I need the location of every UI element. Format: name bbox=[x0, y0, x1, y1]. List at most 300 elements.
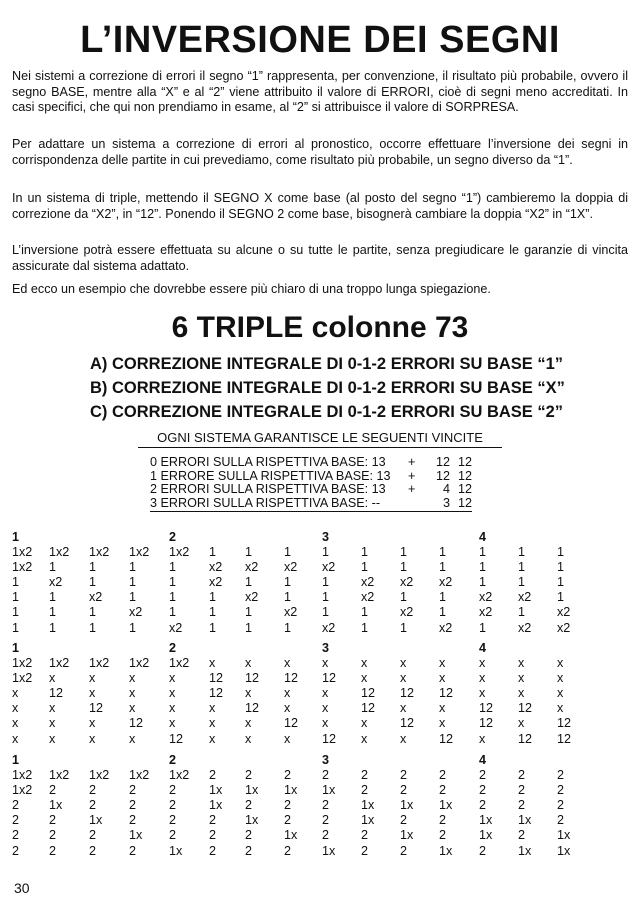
grid-cell: 12 bbox=[209, 686, 224, 701]
grid-cell: x bbox=[557, 671, 564, 686]
grid-cell: 1x2 bbox=[12, 545, 33, 560]
grid-cell: 1 bbox=[439, 545, 447, 560]
grid-cell: 1x bbox=[400, 828, 414, 843]
grid-cell: x bbox=[169, 686, 176, 701]
grid-cell: 1x2 bbox=[169, 545, 190, 560]
grid-cell: x bbox=[209, 656, 216, 671]
grid-cell: 1 bbox=[400, 545, 408, 560]
wins-table bbox=[150, 456, 472, 512]
grid-cell: x2 bbox=[400, 575, 414, 590]
grid-cell: x bbox=[245, 716, 252, 731]
grid-cell: 12 bbox=[479, 716, 494, 731]
wins-plus bbox=[408, 497, 428, 511]
column-group-number: 1 bbox=[12, 530, 20, 544]
grid-cell: 2 bbox=[49, 843, 57, 858]
grid-cell: 1 bbox=[49, 590, 57, 605]
grid-cell: 2 bbox=[89, 843, 97, 858]
wins-row bbox=[150, 497, 472, 511]
guarantee-title: OGNI SISTEMA GARANTISCE LE SEGUENTI VINCITE bbox=[138, 430, 502, 448]
column-block bbox=[12, 641, 632, 747]
grid-row bbox=[12, 798, 632, 813]
grid-cell: x bbox=[284, 731, 291, 746]
grid-cell: 2 bbox=[322, 828, 330, 843]
paragraph-1: Nei sistemi a correzione di errori il segno “1” rappresenta, per convenzione, il risultato più probabile, ovvero il segno BASE, mentre alla “X” e al “2” viene attribuito il valore di ERRORI, cioè di segni meno accreditati. In casi specifici, che qui non prendiamo in esame, al “2” si attribuisce il valore di SORPRESA. bbox=[12, 69, 628, 114]
grid-cell: x2 bbox=[479, 590, 493, 605]
wins-plus: + bbox=[408, 468, 416, 483]
grid-cell: x bbox=[89, 731, 96, 746]
grid-row bbox=[12, 560, 632, 575]
grid-cell: x bbox=[400, 656, 407, 671]
grid-cell: 2 bbox=[245, 798, 253, 813]
grid-cell: 1 bbox=[12, 575, 20, 590]
grid-cell: 1 bbox=[400, 590, 408, 605]
wins-row bbox=[150, 470, 472, 484]
grid-cell: 2 bbox=[518, 768, 526, 783]
grid-cell: 2 bbox=[209, 768, 217, 783]
grid-cell: x bbox=[245, 656, 252, 671]
grid-cell: x2 bbox=[169, 620, 183, 635]
grid-cell: 1 bbox=[479, 575, 487, 590]
grid-cell: 1 bbox=[209, 545, 217, 560]
grid-cell: 12 bbox=[209, 671, 224, 686]
grid-cell: 2 bbox=[557, 798, 565, 813]
grid-cell: x bbox=[89, 671, 96, 686]
wins-plus: + bbox=[408, 482, 416, 496]
wins-value-a: 12 bbox=[435, 455, 450, 469]
grid-cell: 12 bbox=[284, 716, 299, 731]
grid-cell: x bbox=[400, 731, 407, 746]
grid-cell: 12 bbox=[361, 686, 376, 701]
wins-plus: + bbox=[408, 455, 416, 469]
grid-cell: 2 bbox=[12, 813, 20, 828]
grid-cell: 1x bbox=[89, 813, 103, 828]
grid-cell: x bbox=[479, 656, 486, 671]
grid-cell: x bbox=[361, 671, 368, 686]
variant-c: C) CORREZIONE INTEGRALE DI 0-1-2 ERRORI SU BASE “2” bbox=[90, 403, 564, 421]
column-group-number: 4 bbox=[479, 530, 487, 544]
column-group-number: 3 bbox=[322, 530, 330, 544]
grid-cell: 1x bbox=[209, 783, 223, 798]
grid-cell: x bbox=[518, 686, 525, 701]
grid-cell: 1 bbox=[557, 575, 565, 590]
paragraph-5: Ed ecco un esempio che dovrebbe essere più chiaro di una troppo lunga spiegazione. bbox=[12, 282, 491, 296]
grid-cell: x bbox=[479, 686, 486, 701]
grid-cell: x2 bbox=[322, 560, 336, 575]
grid-cell: x bbox=[12, 716, 19, 731]
grid-cell: 1x bbox=[479, 813, 493, 828]
grid-cell: x bbox=[518, 656, 525, 671]
grid-cell: x2 bbox=[129, 605, 143, 620]
grid-cell: 1x bbox=[439, 798, 453, 813]
grid-cell: 2 bbox=[12, 798, 20, 813]
grid-cell: 12 bbox=[89, 701, 104, 716]
grid-cell: 12 bbox=[518, 701, 533, 716]
grid-cell: 2 bbox=[245, 828, 253, 843]
grid-cell: 1x bbox=[49, 798, 63, 813]
grid-cell: 2 bbox=[322, 813, 330, 828]
grid-cell: 1x bbox=[518, 813, 532, 828]
grid-cell: 1x2 bbox=[49, 656, 70, 671]
grid-cell: 2 bbox=[479, 843, 487, 858]
grid-cell: 1x2 bbox=[129, 656, 150, 671]
grid-row bbox=[12, 545, 632, 560]
grid-cell: x2 bbox=[49, 575, 63, 590]
grid-cell: 2 bbox=[361, 843, 369, 858]
grid-cell: x bbox=[89, 686, 96, 701]
grid-cell: 1 bbox=[89, 560, 97, 575]
grid-cell: 2 bbox=[400, 843, 408, 858]
grid-cell: 2 bbox=[322, 768, 330, 783]
grid-cell: 1x2 bbox=[169, 656, 190, 671]
paragraph-3: In un sistema di triple, mettendo il SEGNO X come base (al posto del segno “1”) cambieremo la doppia di correzione da “X2”, in “12”. Ponendo il SEGNO 2 come base, bisognerà cambiare la doppia “X2” in “1X”. bbox=[12, 191, 628, 221]
grid-cell: x bbox=[12, 701, 19, 716]
column-group-number: 4 bbox=[479, 641, 487, 655]
grid-cell: 1 bbox=[209, 620, 217, 635]
column-block bbox=[12, 753, 632, 859]
wins-value-b: 12 bbox=[457, 495, 472, 510]
grid-cell: x bbox=[49, 716, 56, 731]
grid-cell: 2 bbox=[49, 813, 57, 828]
column-group-number: 1 bbox=[12, 641, 20, 655]
column-block bbox=[12, 530, 632, 636]
grid-cell: x2 bbox=[209, 575, 223, 590]
grid-cell: 1 bbox=[322, 605, 330, 620]
grid-cell: 1x2 bbox=[49, 768, 70, 783]
grid-cell: 2 bbox=[49, 783, 57, 798]
grid-cell: 1 bbox=[284, 620, 292, 635]
column-group-number: 3 bbox=[322, 641, 330, 655]
grid-cell: x2 bbox=[400, 605, 414, 620]
grid-cell: 1x2 bbox=[12, 656, 33, 671]
grid-cell: x bbox=[322, 716, 329, 731]
grid-cell: 1 bbox=[245, 620, 253, 635]
grid-row bbox=[12, 783, 632, 798]
grid-cell: x bbox=[439, 716, 446, 731]
grid-cell: 1x2 bbox=[129, 545, 150, 560]
grid-cell: x bbox=[400, 671, 407, 686]
grid-cell: 1x2 bbox=[169, 768, 190, 783]
page-number: 30 bbox=[14, 880, 30, 896]
grid-cell: x bbox=[518, 671, 525, 686]
grid-cell: x bbox=[129, 686, 136, 701]
grid-cell: 12 bbox=[439, 731, 454, 746]
page-title: L’INVERSIONE DEI SEGNI bbox=[80, 19, 560, 61]
grid-row bbox=[12, 686, 632, 701]
grid-row bbox=[12, 590, 632, 605]
grid-cell: x bbox=[49, 671, 56, 686]
grid-cell: x bbox=[129, 701, 136, 716]
grid-cell: 1 bbox=[89, 605, 97, 620]
grid-cell: 1 bbox=[129, 560, 137, 575]
grid-cell: x bbox=[169, 671, 176, 686]
grid-cell: 1 bbox=[245, 605, 253, 620]
variant-b: B) CORREZIONE INTEGRALE DI 0-1-2 ERRORI SU BASE “X” bbox=[90, 379, 565, 397]
grid-cell: 1 bbox=[245, 575, 253, 590]
grid-cell: 1 bbox=[361, 545, 369, 560]
grid-cell: x bbox=[284, 656, 291, 671]
grid-cell: 12 bbox=[284, 671, 299, 686]
grid-cell: 2 bbox=[169, 783, 177, 798]
grid-cell: 1 bbox=[518, 605, 526, 620]
grid-cell: 1x bbox=[169, 843, 183, 858]
grid-cell: 1 bbox=[361, 620, 369, 635]
grid-cell: 1 bbox=[322, 545, 330, 560]
grid-cell: x2 bbox=[361, 590, 375, 605]
grid-cell: x bbox=[557, 656, 564, 671]
wins-value-b: 12 bbox=[457, 468, 472, 483]
grid-cell: 1 bbox=[129, 590, 137, 605]
grid-cell: 1 bbox=[361, 605, 369, 620]
grid-cell: 1 bbox=[49, 620, 57, 635]
grid-cell: 12 bbox=[400, 716, 415, 731]
grid-cell: 12 bbox=[518, 731, 533, 746]
grid-cell: 2 bbox=[518, 783, 526, 798]
grid-row bbox=[12, 656, 632, 671]
grid-cell: x bbox=[89, 716, 96, 731]
column-header-row bbox=[12, 753, 632, 768]
grid-cell: 2 bbox=[284, 843, 292, 858]
grid-cell: x bbox=[518, 716, 525, 731]
grid-cell: 1 bbox=[89, 620, 97, 635]
grid-cell: 2 bbox=[400, 768, 408, 783]
grid-cell: 2 bbox=[361, 828, 369, 843]
grid-cell: 2 bbox=[169, 828, 177, 843]
grid-cell: 2 bbox=[89, 798, 97, 813]
grid-cell: 12 bbox=[557, 716, 572, 731]
column-group-number: 4 bbox=[479, 753, 487, 767]
grid-cell: x bbox=[49, 731, 56, 746]
grid-cell: 1 bbox=[518, 545, 526, 560]
grid-cell: x bbox=[322, 656, 329, 671]
wins-label: 2 ERRORI SULLA RISPETTIVA BASE: 13 bbox=[150, 482, 386, 496]
grid-cell: x bbox=[49, 701, 56, 716]
grid-row bbox=[12, 671, 632, 686]
grid-cell: 1 bbox=[12, 605, 20, 620]
grid-cell: 1x2 bbox=[129, 768, 150, 783]
grid-cell: x bbox=[557, 701, 564, 716]
grid-cell: x bbox=[400, 701, 407, 716]
grid-cell: 2 bbox=[479, 798, 487, 813]
wins-value-a: 12 bbox=[435, 468, 450, 483]
grid-cell: 1 bbox=[322, 575, 330, 590]
grid-cell: 1x2 bbox=[12, 768, 33, 783]
column-group-number: 3 bbox=[322, 753, 330, 767]
grid-cell: x bbox=[361, 716, 368, 731]
grid-cell: x2 bbox=[479, 605, 493, 620]
grid-cell: 2 bbox=[322, 798, 330, 813]
grid-cell: 2 bbox=[518, 798, 526, 813]
grid-cell: 1x bbox=[245, 813, 259, 828]
grid-row bbox=[12, 828, 632, 843]
grid-cell: x2 bbox=[439, 620, 453, 635]
grid-cell: 1 bbox=[557, 545, 565, 560]
grid-cell: 1x bbox=[209, 798, 223, 813]
grid-cell: 1 bbox=[89, 575, 97, 590]
grid-cell: 1 bbox=[439, 560, 447, 575]
grid-cell: 1x bbox=[400, 798, 414, 813]
grid-cell: x bbox=[209, 701, 216, 716]
grid-cell: 2 bbox=[209, 843, 217, 858]
grid-cell: 12 bbox=[245, 671, 260, 686]
grid-cell: 1x2 bbox=[12, 671, 33, 686]
grid-cell: 1x2 bbox=[49, 545, 70, 560]
grid-cell: x bbox=[129, 731, 136, 746]
grid-cell: 1 bbox=[479, 560, 487, 575]
wins-value-b: 12 bbox=[457, 482, 472, 496]
grid-cell: 1x bbox=[557, 828, 571, 843]
column-group-number: 2 bbox=[169, 753, 177, 767]
grid-cell: 12 bbox=[169, 731, 184, 746]
grid-cell: 1 bbox=[439, 605, 447, 620]
grid-cell: x bbox=[361, 656, 368, 671]
grid-cell: 2 bbox=[89, 783, 97, 798]
grid-cell: 12 bbox=[439, 686, 454, 701]
grid-cell: 2 bbox=[284, 768, 292, 783]
wins-label: 1 ERRORE SULLA RISPETTIVA BASE: 13 bbox=[150, 468, 391, 483]
grid-cell: x bbox=[169, 701, 176, 716]
variant-a: A) CORREZIONE INTEGRALE DI 0-1-2 ERRORI SU BASE “1” bbox=[90, 355, 564, 373]
grid-cell: 2 bbox=[129, 798, 137, 813]
grid-cell: 1x2 bbox=[89, 656, 110, 671]
grid-row bbox=[12, 701, 632, 716]
grid-cell: 1 bbox=[479, 620, 487, 635]
grid-row bbox=[12, 605, 632, 620]
grid-cell: 2 bbox=[361, 783, 369, 798]
wins-value-a: 3 bbox=[442, 495, 450, 510]
grid-cell: 1 bbox=[209, 605, 217, 620]
grid-cell: 1x2 bbox=[12, 783, 33, 798]
grid-cell: 12 bbox=[361, 701, 376, 716]
grid-cell: x bbox=[169, 716, 176, 731]
grid-cell: x2 bbox=[518, 590, 532, 605]
wins-label: 0 ERRORI SULLA RISPETTIVA BASE: 13 bbox=[150, 455, 386, 469]
grid-cell: 2 bbox=[12, 828, 20, 843]
grid-cell: x bbox=[245, 686, 252, 701]
grid-cell: 1x2 bbox=[89, 545, 110, 560]
paragraph-4: L’inversione potrà essere effettuata su alcune o su tutte le partite, senza pregiudicare le garanzie di vincita assicurate dal sistema adattato. bbox=[12, 243, 628, 273]
grid-cell: 2 bbox=[129, 813, 137, 828]
grid-cell: 1x2 bbox=[12, 560, 33, 575]
grid-cell: 2 bbox=[12, 843, 20, 858]
grid-cell: 1x bbox=[284, 828, 298, 843]
grid-cell: 1 bbox=[169, 590, 177, 605]
grid-cell: 2 bbox=[284, 813, 292, 828]
grid-cell: x bbox=[209, 716, 216, 731]
grid-cell: 12 bbox=[557, 731, 572, 746]
grid-cell: 2 bbox=[400, 783, 408, 798]
grid-cell: 1 bbox=[400, 620, 408, 635]
grid-cell: 1 bbox=[361, 560, 369, 575]
grid-cell: x bbox=[284, 701, 291, 716]
grid-cell: 1x bbox=[361, 798, 375, 813]
grid-cell: 1x bbox=[439, 843, 453, 858]
grid-cell: 12 bbox=[322, 671, 337, 686]
grid-cell: 2 bbox=[439, 783, 447, 798]
grid-cell: x2 bbox=[518, 620, 532, 635]
grid-cell: 2 bbox=[400, 813, 408, 828]
grid-cell: 2 bbox=[49, 828, 57, 843]
grid-cell: x bbox=[12, 731, 19, 746]
grid-cell: 1 bbox=[284, 575, 292, 590]
grid-cell: 1x bbox=[479, 828, 493, 843]
column-group-number: 1 bbox=[12, 753, 20, 767]
grid-cell: x bbox=[209, 731, 216, 746]
wins-value-a: 4 bbox=[442, 482, 450, 496]
grid-cell: 1x2 bbox=[89, 768, 110, 783]
grid-cell: 1 bbox=[557, 560, 565, 575]
grid-cell: 2 bbox=[361, 768, 369, 783]
grid-cell: x bbox=[479, 671, 486, 686]
column-header-row bbox=[12, 530, 632, 545]
grid-cell: x bbox=[322, 701, 329, 716]
grid-cell: x bbox=[322, 686, 329, 701]
grid-cell: x bbox=[12, 686, 19, 701]
wins-row bbox=[150, 483, 472, 497]
grid-cell: 1x bbox=[129, 828, 143, 843]
grid-cell: 1 bbox=[12, 590, 20, 605]
grid-cell: 2 bbox=[439, 828, 447, 843]
grid-cell: x2 bbox=[361, 575, 375, 590]
grid-cell: 1 bbox=[49, 560, 57, 575]
grid-cell: 2 bbox=[129, 843, 137, 858]
paragraph-2: Per adattare un sistema a correzione di errori al pronostico, occorre effettuare l’inversione dei segni in corrispondenza delle partite in cui prevediamo, come risultato più probabile, un segno diverso da “1”. bbox=[12, 137, 628, 167]
grid-cell: 1 bbox=[129, 620, 137, 635]
grid-cell: 1 bbox=[129, 575, 137, 590]
grid-cell: 12 bbox=[49, 686, 64, 701]
grid-cell: 12 bbox=[245, 701, 260, 716]
grid-cell: x bbox=[361, 731, 368, 746]
grid-cell: x bbox=[439, 656, 446, 671]
grid-cell: 2 bbox=[557, 768, 565, 783]
grid-cell: 1x bbox=[361, 813, 375, 828]
grid-cell: 1 bbox=[439, 590, 447, 605]
grid-cell: 1 bbox=[245, 545, 253, 560]
grid-cell: 2 bbox=[245, 768, 253, 783]
grid-cell: 12 bbox=[129, 716, 144, 731]
grid-cell: 2 bbox=[439, 813, 447, 828]
grid-cell: x bbox=[439, 701, 446, 716]
grid-row bbox=[12, 621, 632, 636]
variant-list bbox=[90, 352, 610, 424]
grid-cell: 2 bbox=[284, 798, 292, 813]
grid-cell: 1 bbox=[284, 590, 292, 605]
grid-cell: 1 bbox=[518, 575, 526, 590]
grid-cell: 12 bbox=[479, 701, 494, 716]
wins-label: 3 ERRORI SULLA RISPETTIVA BASE: -- bbox=[150, 495, 381, 510]
column-header-row bbox=[12, 641, 632, 656]
grid-cell: 1 bbox=[400, 560, 408, 575]
grid-cell: x2 bbox=[284, 605, 298, 620]
grid-cell: 1x bbox=[245, 783, 259, 798]
grid-cell: 1 bbox=[284, 545, 292, 560]
grid-cell: 1 bbox=[12, 620, 20, 635]
column-group-number: 2 bbox=[169, 641, 177, 655]
grid-cell: 2 bbox=[209, 828, 217, 843]
grid-cell: x2 bbox=[245, 560, 259, 575]
grid-cell: 1 bbox=[322, 590, 330, 605]
grid-cell: x bbox=[439, 671, 446, 686]
grid-cell: x bbox=[479, 731, 486, 746]
grid-cell: x2 bbox=[245, 590, 259, 605]
grid-cell: x2 bbox=[284, 560, 298, 575]
grid-row bbox=[12, 844, 632, 859]
grid-row bbox=[12, 575, 632, 590]
system-title: 6 TRIPLE colonne 73 bbox=[171, 311, 469, 344]
grid-cell: 1 bbox=[479, 545, 487, 560]
grid-cell: x2 bbox=[439, 575, 453, 590]
grid-cell: 12 bbox=[322, 731, 337, 746]
wins-value-b: 12 bbox=[457, 455, 472, 469]
